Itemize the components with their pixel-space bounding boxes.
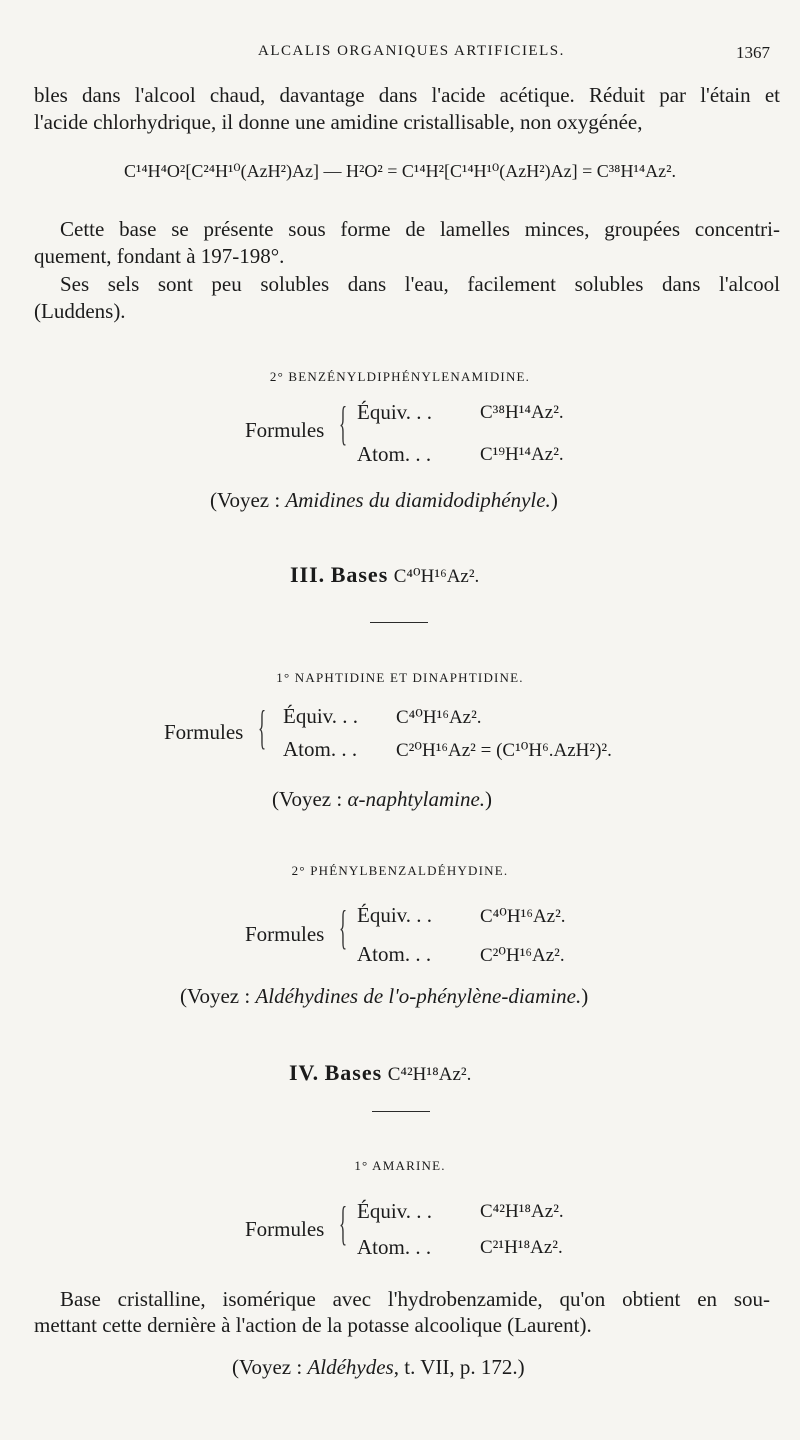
s4-1-heading: 1° AMARINE. <box>354 1158 446 1173</box>
s2-formules-label: Formules <box>245 418 325 442</box>
section-3-formula: C⁴⁰H¹⁶Az². <box>393 566 480 587</box>
section-4-heading <box>289 1060 471 1086</box>
s3-1-see-ref: α-naphtylamine. <box>347 787 486 811</box>
s4-1-equiv-label: Équiv. . . <box>357 1199 433 1223</box>
s2-atom-label: Atom. . . <box>357 442 432 466</box>
section-4-rule <box>372 1111 430 1112</box>
running-title: ALCALIS ORGANIQUES ARTIFICIELS. <box>258 43 565 59</box>
s3-1-see-also <box>272 786 492 812</box>
s4-1-para-line1: Base cristalline, isomérique avec l'hydrobenzamide, qu'on obtient en sou- <box>60 1287 770 1311</box>
section-3-heading <box>290 562 479 588</box>
para2-line1: Cette base se présente sous forme de lamelles minces, groupées concentri- <box>60 217 780 241</box>
section-4-formula: C⁴²H¹⁸Az². <box>387 1064 472 1085</box>
s3-2-equiv-formula: C⁴⁰H¹⁶Az². <box>480 906 566 927</box>
s3-1-atom-label: Atom. . . <box>283 737 358 761</box>
s3-2-heading: 2° PHÉNYLBENZALDÉHYDINE. <box>291 863 509 878</box>
s3-1-brace: { <box>258 701 267 754</box>
section-3-numeral: III. <box>290 562 326 587</box>
s2-see-ref: Amidines du diamidodiphényle. <box>285 488 551 512</box>
section-4-numeral: IV. <box>289 1060 320 1085</box>
s3-2-equiv-label: Équiv. . . <box>357 903 433 927</box>
s4-1-atom-label: Atom. . . <box>357 1235 432 1259</box>
s3-2-see-prefix: (Voyez : <box>180 984 256 1008</box>
s4-1-see-also <box>232 1354 525 1380</box>
s3-1-equiv-label: Équiv. . . <box>283 704 359 728</box>
s3-1-see-suffix: ) <box>485 787 493 811</box>
para1-line2: l'acide chlorhydrique, il donne une amidine cristallisable, non oxygénée, <box>34 110 643 134</box>
s2-see-prefix: (Voyez : <box>210 488 286 512</box>
s3-1-equiv-formula: C⁴⁰H¹⁶Az². <box>396 707 482 728</box>
s2-brace: { <box>339 397 348 450</box>
s2-heading: 2° BENZÉNYLDIPHÉNYLENAMIDINE. <box>269 369 531 384</box>
s3-2-atom-formula: C²⁰H¹⁶Az². <box>480 945 565 966</box>
section-4-word: Bases <box>324 1060 383 1085</box>
s3-2-see-ref: Aldéhydines de l'o-phénylène-diamine. <box>255 984 582 1008</box>
s2-see-also <box>210 487 558 513</box>
s4-1-brace: { <box>339 1197 348 1250</box>
s3-1-formules-label: Formules <box>164 720 244 744</box>
s2-atom-formula: C¹⁹H¹⁴Az². <box>480 444 564 465</box>
section-3-word: Bases <box>330 562 389 587</box>
para1-line1: bles dans l'alcool chaud, davantage dans l'acide acétique. Réduit par l'étain et <box>34 83 780 107</box>
s3-1-see-prefix: (Voyez : <box>272 787 348 811</box>
s4-1-formules-label: Formules <box>245 1217 325 1241</box>
s3-2-see-suffix: ) <box>581 984 589 1008</box>
s2-equiv-label: Équiv. . . <box>357 400 433 424</box>
s3-1-heading: 1° NAPHTIDINE ET DINAPHTIDINE. <box>276 670 524 685</box>
s4-1-see-prefix: (Voyez : <box>232 1355 308 1379</box>
s4-1-para-line2: mettant cette dernière à l'action de la potasse alcoolique (Laurent). <box>34 1313 592 1337</box>
s3-1-atom-formula: C²⁰H¹⁶Az² = (C¹⁰H⁶.AzH²)². <box>396 740 612 761</box>
s3-2-brace: { <box>339 901 348 954</box>
s4-1-equiv-formula: C⁴²H¹⁸Az². <box>480 1201 564 1222</box>
page-number: 1367 <box>736 43 770 62</box>
s2-equiv-formula: C³⁸H¹⁴Az². <box>480 402 564 423</box>
s3-2-atom-label: Atom. . . <box>357 942 432 966</box>
para3-line2: (Luddens). <box>34 299 126 323</box>
s3-2-formules-label: Formules <box>245 922 325 946</box>
reduction-equation: C¹⁴H⁴O²[C²⁴H¹⁰(AzH²)Az] — H²O² = C¹⁴H²[C¹⁴H¹⁰(AzH²)Az] = C³⁸H¹⁴Az². <box>123 161 677 181</box>
s4-1-atom-formula: C²¹H¹⁸Az². <box>480 1237 563 1258</box>
section-3-rule <box>370 622 428 623</box>
s4-1-see-suffix: , t. VII, p. 172.) <box>393 1355 525 1379</box>
s2-see-suffix: ) <box>550 488 558 512</box>
s3-2-see-also <box>180 983 588 1009</box>
para3-line1: Ses sels sont peu solubles dans l'eau, facilement solubles dans l'alcool <box>60 272 780 296</box>
s4-1-see-ref: Aldéhydes <box>307 1355 394 1379</box>
para2-line2: quement, fondant à 197-198°. <box>34 244 285 268</box>
